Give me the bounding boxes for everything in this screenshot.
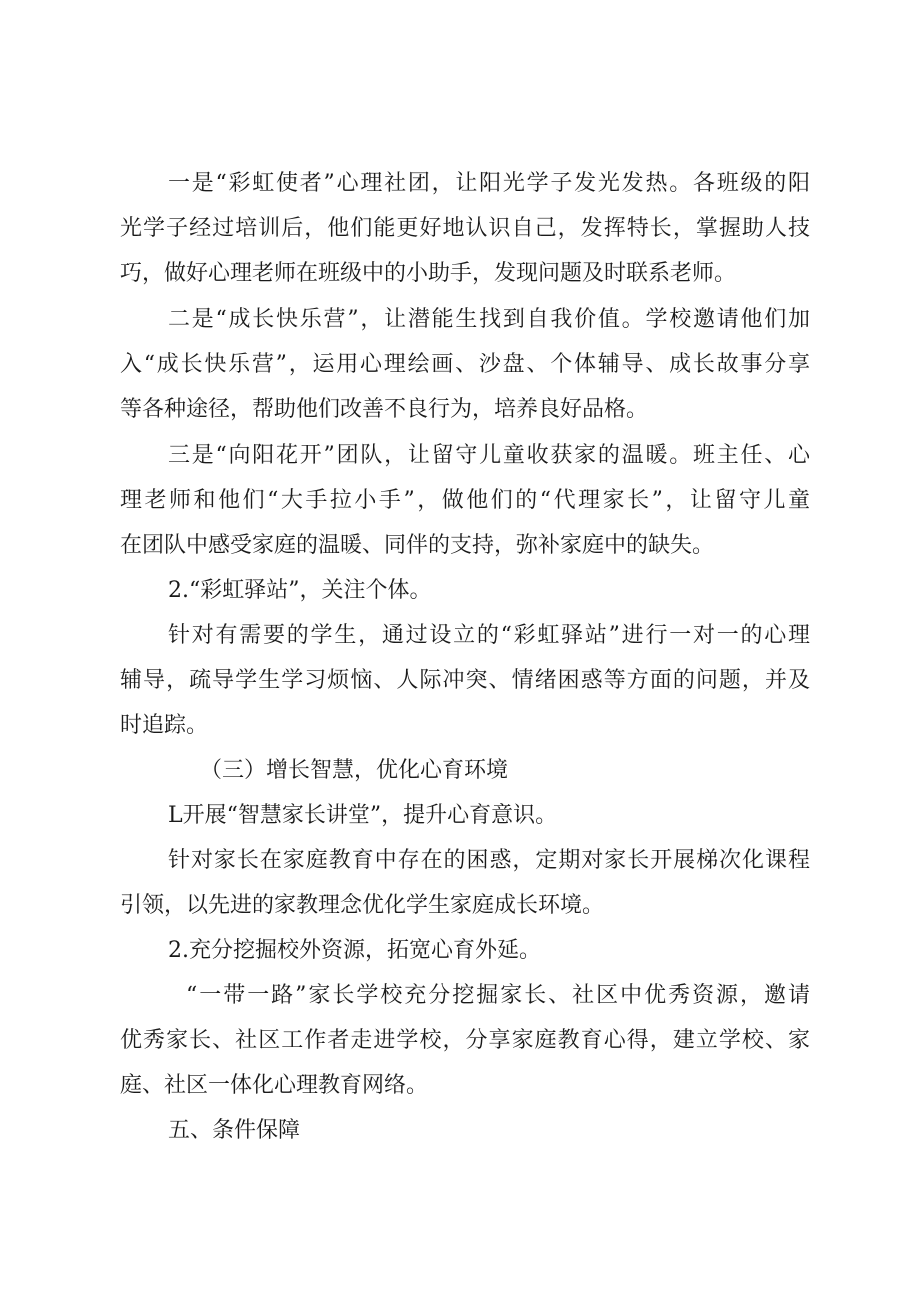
paragraph-line: 优秀家长、社区工作者走进学校，分享家庭教育心得，建立学校、家 <box>120 1028 810 1053</box>
paragraph-line: 针对家长在家庭教育中存在的困惑，定期对家长开展梯次化课程 <box>168 848 810 873</box>
section-heading: 2.充分挖掘校外资源，拓宽心育外延。 <box>168 938 541 963</box>
paragraph-line: 三是“向阳花开”团队，让留守儿童收获家的温暖。班主任、心 <box>168 443 810 468</box>
paragraph-line: 等各种途径，帮助他们改善不良行为，培养良好品格。 <box>120 397 649 422</box>
paragraph-line: 巧，做好心理老师在班级中的小助手，发现问题及时联系老师。 <box>120 261 737 286</box>
paragraph-line: “一带一路”家长学校充分挖掘家长、社区中优秀资源，邀请 <box>186 983 810 1008</box>
paragraph-line: 光学子经过培训后，他们能更好地认识自己，发挥特长，掌握助人技 <box>120 216 810 241</box>
paragraph-line: 时追踪。 <box>120 713 209 738</box>
section-heading: （三）增长智慧，优化心育环境 <box>200 758 509 783</box>
paragraph-line: 针对有需要的学生，通过设立的“彩虹驿站”进行一对一的心理 <box>168 623 810 648</box>
section-heading: L开展“智慧家长讲堂”，提升心育意识。 <box>168 803 558 828</box>
paragraph-line: 庭、社区一体化心理教育网络。 <box>120 1073 429 1098</box>
paragraph-line: 二是“成长快乐营”，让潜能生找到自我价值。学校邀请他们加 <box>168 307 810 332</box>
paragraph-line: 辅导，疏导学生学习烦恼、人际冲突、情绪困惑等方面的问题，并及 <box>120 668 810 693</box>
paragraph-line: 在团队中感受家庭的温暖、同伴的支持，弥补家庭中的缺失。 <box>120 533 715 558</box>
paragraph-line: 入“成长快乐营”，运用心理绘画、沙盘、个体辅导、成长故事分享 <box>120 352 810 377</box>
section-heading: 2.“彩虹驿站”，关注个体。 <box>168 578 432 603</box>
paragraph-line: 理老师和他们“大手拉小手”，做他们的“代理家长”，让留守儿童 <box>120 488 810 513</box>
paragraph-line: 引领，以先进的家教理念优化学生家庭成长环境。 <box>120 893 605 918</box>
paragraph-line: 一是“彩虹使者”心理社团，让阳光学子发光发热。各班级的阳 <box>168 171 810 196</box>
section-heading: 五、条件保障 <box>168 1118 301 1143</box>
